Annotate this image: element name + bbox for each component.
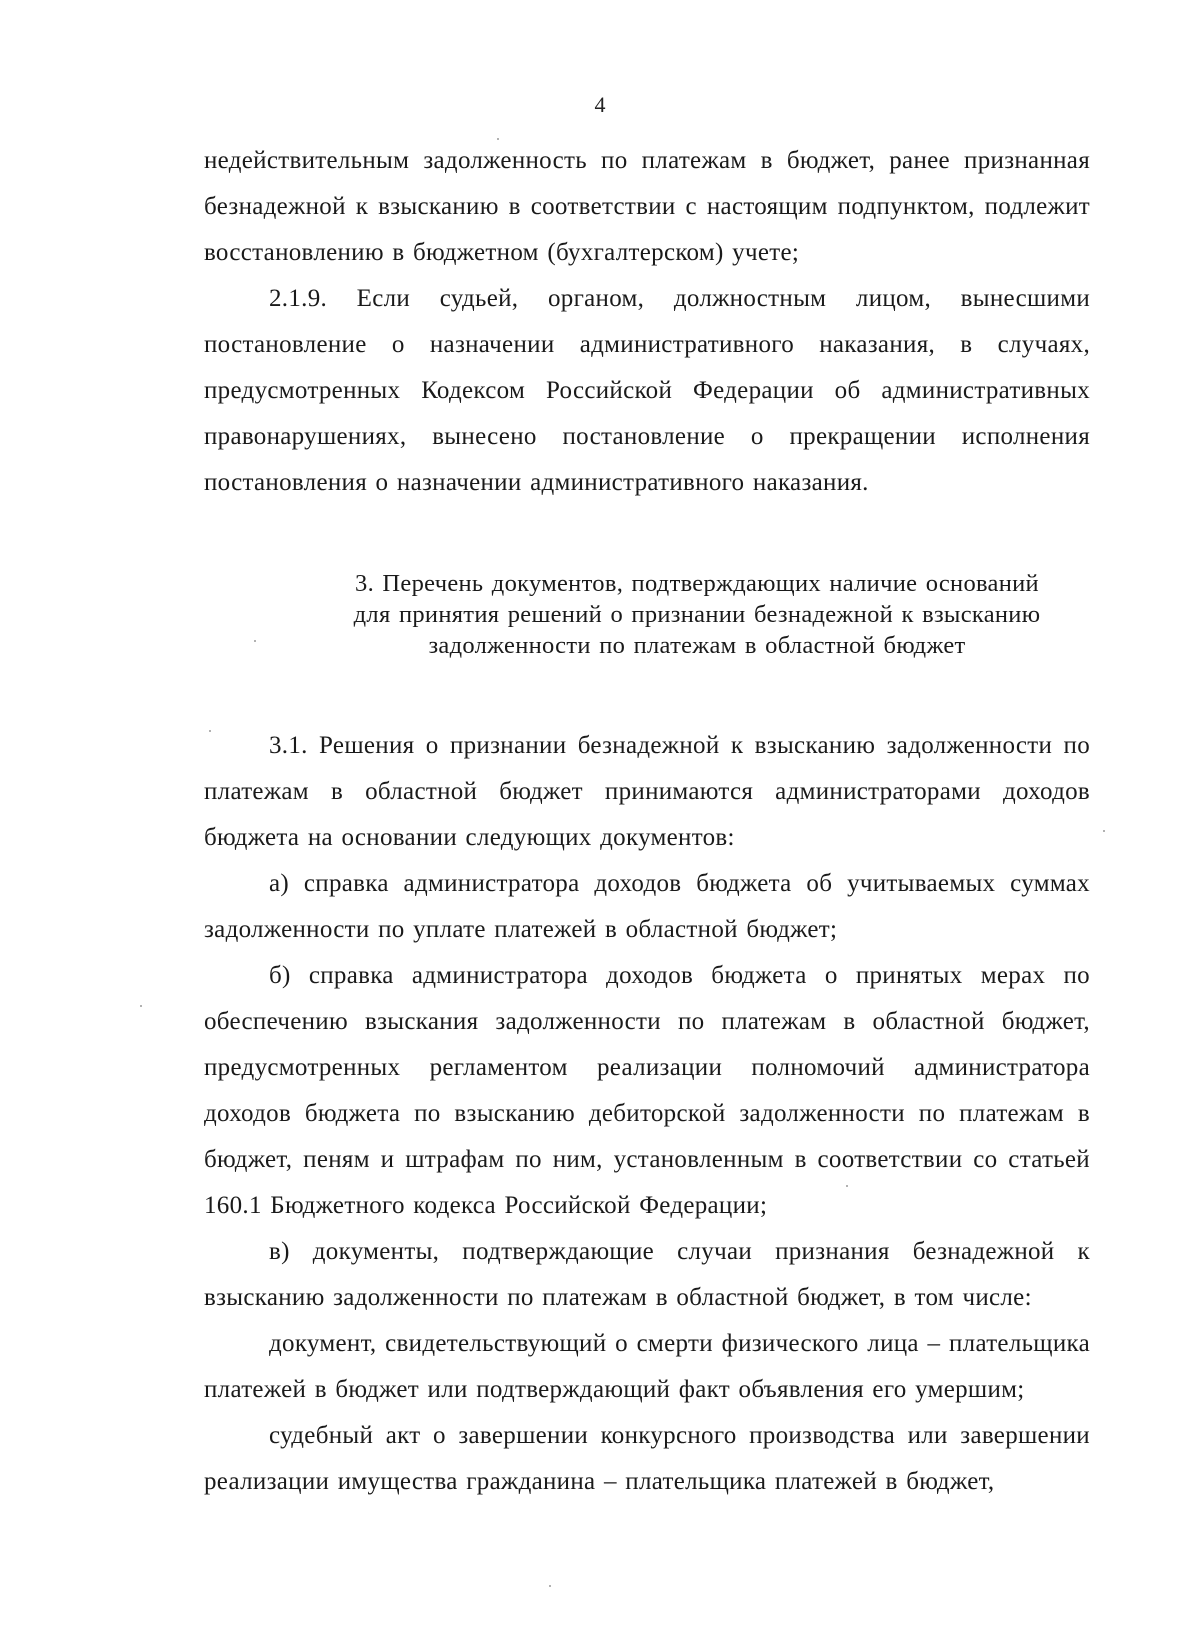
paragraph-item-b: б) справка администратора доходов бюджета о принятых мерах по обеспечению взыскания задолженности по платежам в областной бюджет, предусмотренных регламентом реализации полномочий администратора доходов бюджета по взысканию дебиторской задолженности по платежам в бюджет, пеням и штрафам по ним, установленным в соответствии со статьей 160.1 Бюджетного кодекса Российской Федерации; xyxy=(204,962,1090,1219)
scan-speck xyxy=(846,1185,848,1187)
page-number: 4 xyxy=(594,92,606,117)
paragraph-item-a: а) справка администратора доходов бюджета об учитываемых суммах задолженности по уплате платежей в областной бюджет; xyxy=(204,870,1090,943)
paragraph-2-1-9: 2.1.9. Если судьей, органом, должностным лицом, вынесшими постановление о назначении административного наказания, в случаях, предусмотренных Кодексом Российской Федерации об административных правонарушениях, вынесено постановление о прекращении исполнения постановления о назначении административного наказания. xyxy=(204,285,1090,496)
scan-speck xyxy=(549,1585,551,1587)
scan-speck xyxy=(140,1005,142,1007)
paragraph-death-document: документ, свидетельствующий о смерти физического лица – плательщика платежей в бюджет или подтверждающий факт объявления его умершим; xyxy=(204,1330,1090,1403)
paragraph-continuation: недействительным задолженность по платежам в бюджет, ранее признанная безнадежной к взысканию в соответствии с настоящим подпунктом, подлежит восстановлению в бюджетном (бухгалтерском) учете; xyxy=(204,147,1090,266)
section-heading-line: для принятия решений о признании безнадежной к взысканию xyxy=(353,601,1041,628)
paragraph-3-1: 3.1. Решения о признании безнадежной к взысканию задолженности по платежам в областной бюджет принимаются администраторами доходов бюджета на основании следующих документов: xyxy=(204,732,1090,851)
section-heading-line: 3. Перечень документов, подтверждающих наличие оснований xyxy=(355,570,1039,597)
section-heading-line: задолженности по платежам в областной бюджет xyxy=(428,632,966,659)
paragraph-item-v: в) документы, подтверждающие случаи признания безнадежной к взысканию задолженности по платежам в областной бюджет, в том числе: xyxy=(204,1238,1090,1311)
paragraph-court-act: судебный акт о завершении конкурсного производства или завершении реализации имущества гражданина – плательщика платежей в бюджет, xyxy=(204,1422,1090,1495)
scan-speck xyxy=(497,138,499,140)
scan-speck xyxy=(254,640,256,642)
scan-speck xyxy=(209,730,211,732)
document-body xyxy=(204,138,1090,1505)
section-3-heading xyxy=(204,568,1090,661)
scan-speck xyxy=(1103,830,1105,832)
